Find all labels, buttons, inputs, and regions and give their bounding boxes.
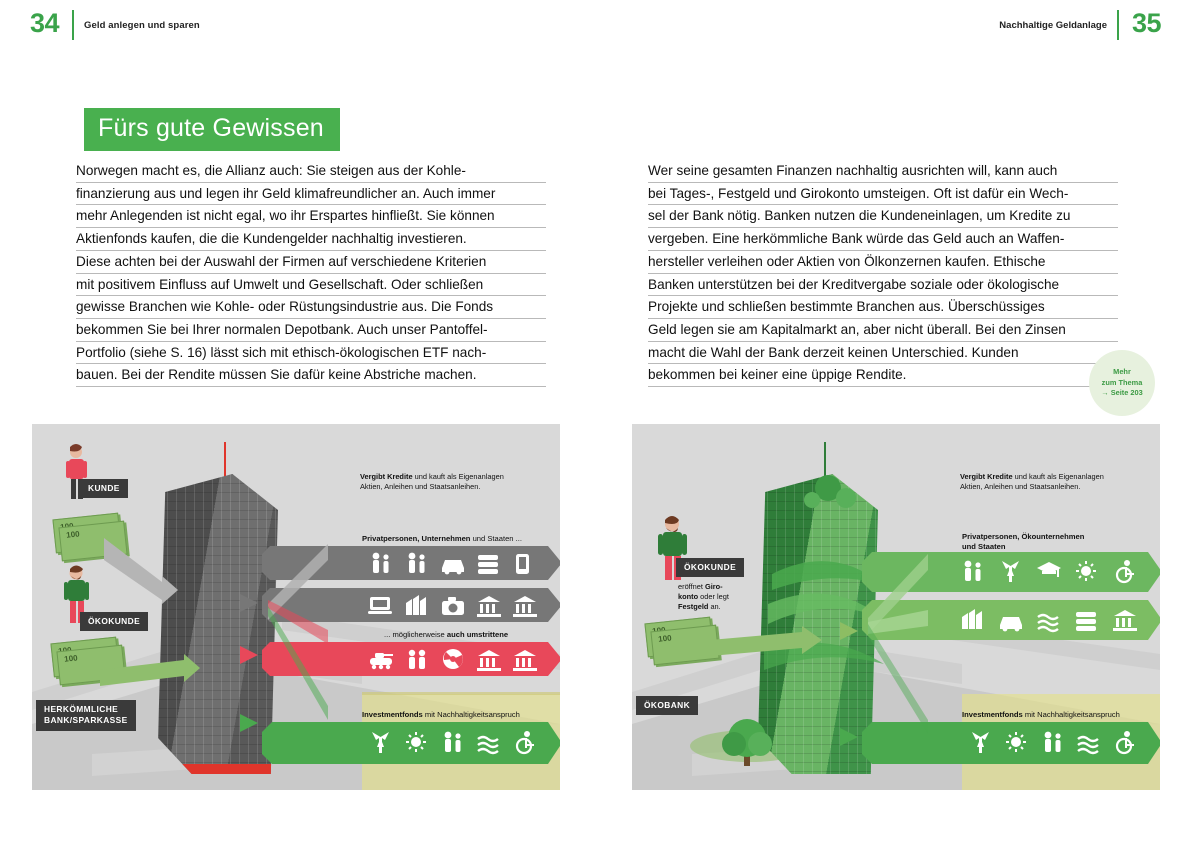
badge-line-1: Mehr	[1113, 367, 1131, 377]
label-oekobank: ÖKOBANK	[636, 696, 698, 715]
infographic-right-headline	[960, 472, 1155, 492]
text-line: Norwegen macht es, die Allianz auch: Sie steigen aus der Kohle-	[76, 160, 546, 183]
bar3-label-bold: auch umstrittene	[446, 630, 509, 639]
bar1-label-line2: und Staaten	[962, 542, 1006, 551]
infographic-eco-bank	[632, 424, 1160, 790]
running-head-left: Geld anlegen und sparen	[84, 20, 200, 31]
headline-rest: und kauft als Eigenanlagen	[1012, 472, 1104, 481]
folio-divider-left	[72, 10, 74, 40]
note-line2-rest: oder legt	[698, 592, 729, 601]
tree-icon	[712, 710, 782, 772]
bar3-label	[384, 630, 508, 639]
text-line: macht die Wahl der Bank derzeit keinen Unterschied. Kunden	[648, 342, 1118, 365]
bar1-label	[362, 534, 522, 543]
headline-bold: Vergibt Kredite	[960, 472, 1013, 481]
text-line: Banken unterstützen bei der Kreditvergabe soziale oder ökologische	[648, 274, 1118, 297]
connector-arrows	[230, 594, 270, 774]
body-text-left-column	[76, 160, 546, 387]
badge-line-2: zum Thema	[1101, 377, 1143, 387]
text-line: vergeben. Eine herkömmliche Bank würde das Geld auch an Waffen-	[648, 228, 1118, 251]
label-oekokunde: ÖKOKUNDE	[80, 612, 148, 631]
page-title: Fürs gute Gewissen	[84, 108, 340, 151]
eco-customer-note	[678, 582, 748, 612]
label-herkoemmliche-bank	[36, 700, 136, 731]
text-line: bauen. Bei der Rendite müssen Sie dafür keine Abstriche machen.	[76, 364, 546, 387]
text-line: mit positivem Einfluss auf Umwelt und Gesellschaft. Oder schließen	[76, 274, 546, 297]
headline-line2: Aktien, Anleihen und Staatsanleihen.	[960, 482, 1081, 491]
page-number-left: 34	[30, 8, 60, 38]
bar3-label-rest: mit Nachhaltigkeitsanspruch	[1022, 710, 1120, 719]
bar1-label-rest: und Staaten ...	[470, 534, 522, 543]
bar-conventional-4-sustainable[interactable]	[262, 722, 560, 764]
text-line: bei Tages-, Festgeld und Girokonto umsteigen. Oft ist dafür ein Wech-	[648, 183, 1118, 206]
bar1-label-bold: Privatpersonen, Unternehmen	[362, 534, 471, 543]
more-info-badge[interactable]	[1089, 350, 1155, 416]
note-line3-rest: an.	[708, 602, 721, 611]
bar1-label-bold: Privatpersonen, Ökounternehmen	[962, 532, 1085, 541]
money-flow-arrow	[710, 616, 850, 686]
text-line: Geld legen sie am Kapitalmarkt an, aber nicht überall. Bei den Zinsen	[648, 319, 1118, 342]
text-line: Portfolio (siehe S. 16) lässt sich mit ethisch-ökologischen ETF nach-	[76, 342, 546, 365]
flow-ribbons	[268, 534, 358, 724]
text-line: Aktienfonds kaufen, die die Kundengelder nachhaltig investieren.	[76, 228, 546, 251]
headline-bold: Vergibt Kredite	[360, 472, 413, 481]
text-line: sel der Bank nötig. Banken nutzen die Kundeneinlagen, um Kredite zu	[648, 205, 1118, 228]
bar4-label	[362, 710, 520, 719]
bank-label-line1: HERKÖMMLICHE	[44, 704, 119, 714]
text-line: bekommen Sie bei Ihrer normalen Depotbank. Auch unser Pantoffel-	[76, 319, 546, 342]
headline-line2: Aktien, Anleihen und Staatsanleihen.	[360, 482, 481, 491]
text-line: finanzierung aus und legen ihr Geld klimafreundlicher an. Auch immer	[76, 183, 546, 206]
label-kunde: KUNDE	[80, 479, 128, 498]
antenna-icon	[224, 442, 226, 478]
note-line3-bold: Festgeld	[678, 602, 709, 611]
bank-label-line2: BANK/SPARKASSE	[44, 715, 128, 725]
text-line: Wer seine gesamten Finanzen nachhaltig ausrichten will, kann auch	[648, 160, 1118, 183]
body-text-right-column	[648, 160, 1118, 387]
text-line: bekommen bei keiner eine üppige Rendite.	[648, 364, 1118, 387]
text-line: mehr Anlegenden ist nicht egal, wo ihr Erspartes hinfließt. Sie können	[76, 205, 546, 228]
text-line: Projekte und schließen bestimmte Branchen aus. Überschüssiges	[648, 296, 1118, 319]
text-line: gewisse Branchen wie Kohle- oder Rüstungsindustrie aus. Die Fonds	[76, 296, 546, 319]
page-header	[0, 0, 1191, 56]
headline-rest: und kauft als Eigenanlagen	[412, 472, 504, 481]
connector-arrows	[830, 622, 870, 790]
folio-divider-right	[1117, 10, 1119, 40]
running-head-right: Nachhaltige Geldanlage	[999, 20, 1107, 31]
note-line1-bold: Giro-	[704, 582, 723, 591]
note-line2-bold: konto	[678, 592, 699, 601]
bar3-label-bold: Investmentfonds	[962, 710, 1023, 719]
page-number-right: 35	[1131, 8, 1161, 38]
badge-line-3: → Seite 203	[1101, 388, 1143, 398]
bar4-label-rest: mit Nachhaltigkeitsanspruch	[422, 710, 520, 719]
label-oekokunde: ÖKOKUNDE	[676, 558, 744, 577]
bar3-label	[962, 710, 1120, 719]
note-line1-pre: eröffnet	[678, 582, 705, 591]
text-line: hersteller verleihen oder Aktien von Ölkonzernen kaufen. Ethische	[648, 251, 1118, 274]
infographic-conventional-bank	[32, 424, 560, 790]
bar4-label-bold: Investmentfonds	[362, 710, 423, 719]
bar3-label-pre: ... möglicherweise	[384, 630, 447, 639]
infographic-left-headline	[360, 472, 550, 492]
text-line: Diese achten bei der Auswahl der Firmen auf verschiedene Kriterien	[76, 251, 546, 274]
bar1-label	[962, 532, 1084, 552]
flow-ribbons	[868, 544, 958, 734]
